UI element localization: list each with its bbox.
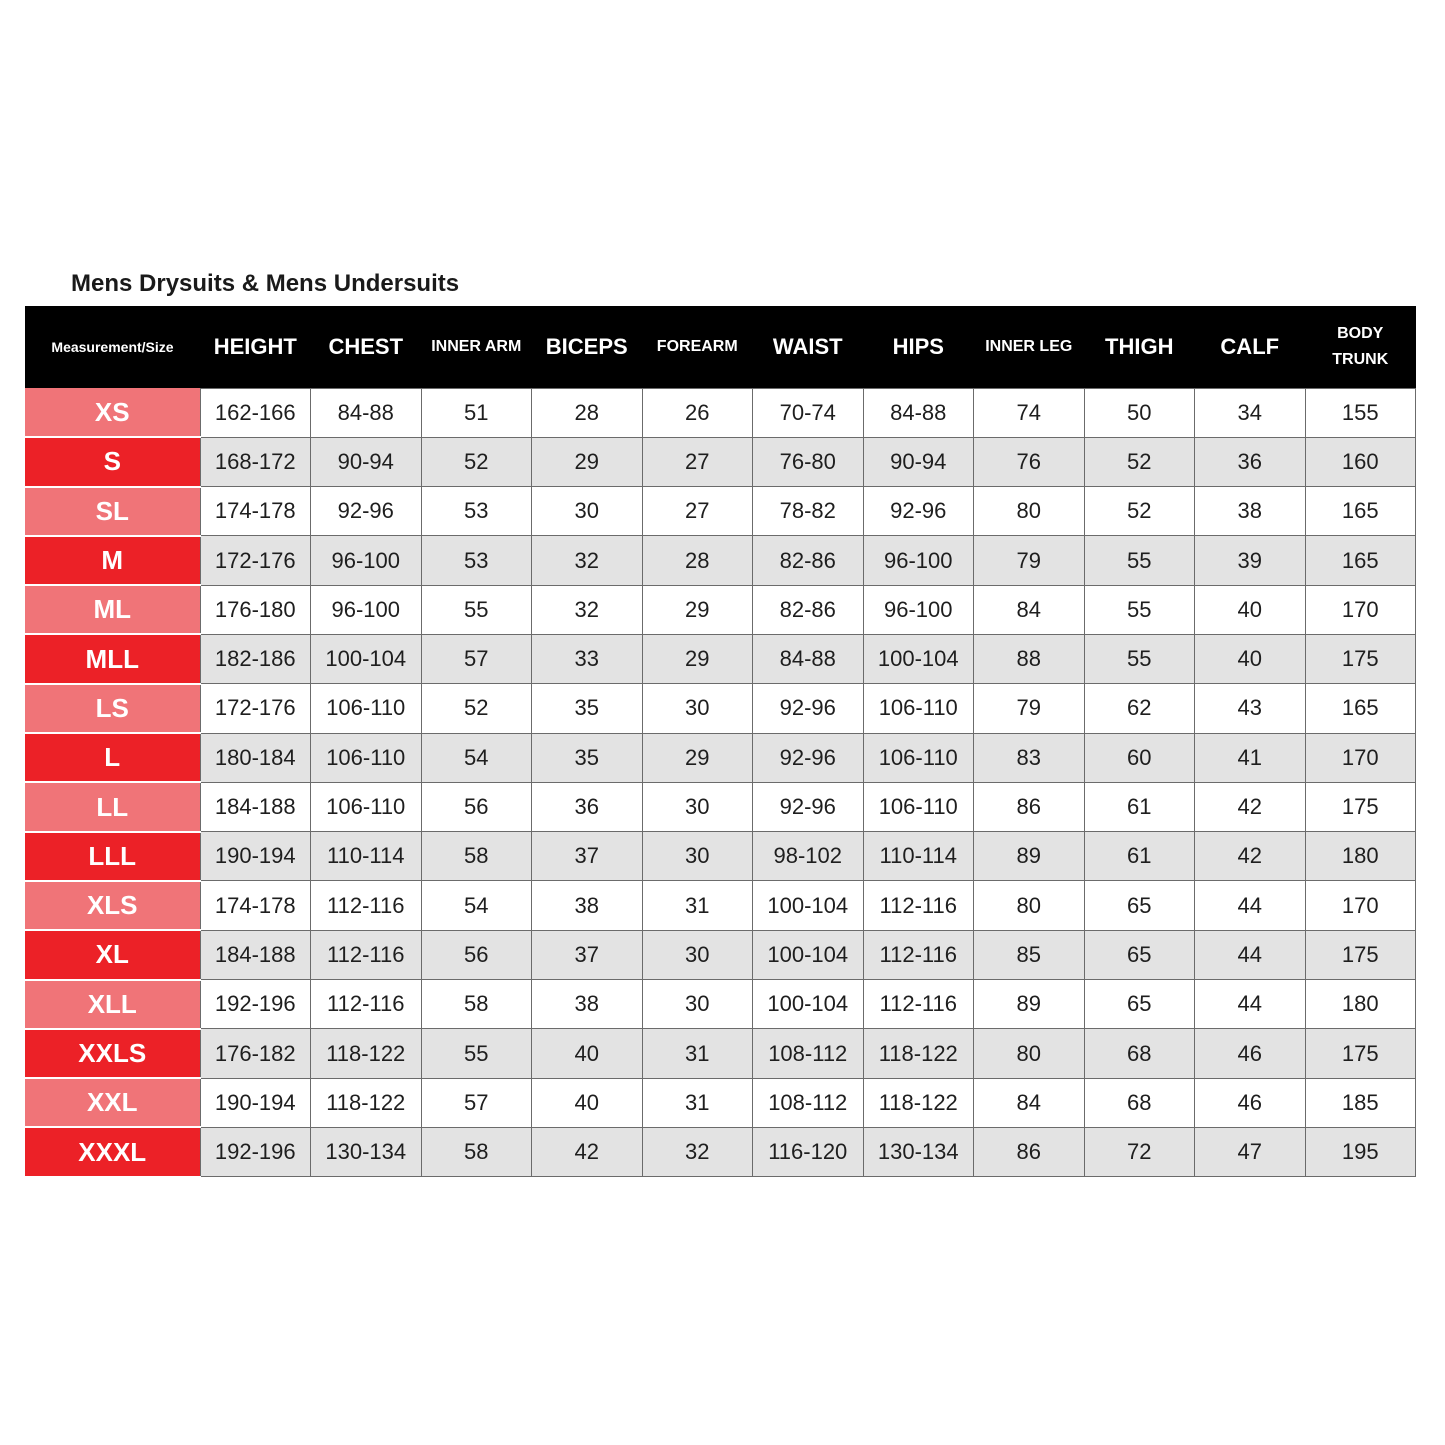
table-row [25,832,1416,881]
table-cell: 174-178 [200,881,311,930]
table-cell: 55 [1084,585,1195,634]
column-header-calf: CALF [1195,306,1306,388]
table-cell: 27 [642,487,753,536]
table-cell: 100-104 [753,930,864,979]
table-cell: 27 [642,437,753,486]
table-cell: 40 [532,1029,643,1078]
table-body [25,388,1416,1177]
table-cell: 170 [1305,881,1416,930]
table-cell: 172-176 [200,536,311,585]
table-cell: 50 [1084,388,1195,437]
column-header-biceps: BICEPS [532,306,643,388]
size-label: XLL [25,980,200,1029]
table-row [25,585,1416,634]
table-cell: 36 [1195,437,1306,486]
table-cell: 100-104 [753,881,864,930]
table-cell: 56 [421,782,532,831]
table-cell: 118-122 [863,1078,974,1127]
table-cell: 55 [1084,634,1195,683]
table-cell: 61 [1084,832,1195,881]
size-label: XXXL [25,1127,200,1176]
table-cell: 74 [974,388,1085,437]
size-label: L [25,733,200,782]
column-header-forearm: FOREARM [642,306,753,388]
column-header-inner-leg: INNER LEG [974,306,1085,388]
table-cell: 84 [974,585,1085,634]
table-cell: 110-114 [863,832,974,881]
size-label: S [25,437,200,486]
table-cell: 58 [421,980,532,1029]
table-cell: 46 [1195,1029,1306,1078]
table-cell: 112-116 [863,980,974,1029]
table-cell: 29 [642,634,753,683]
table-cell: 112-116 [311,881,422,930]
table-row [25,487,1416,536]
table-cell: 40 [532,1078,643,1127]
size-label: M [25,536,200,585]
table-cell: 78-82 [753,487,864,536]
table-cell: 96-100 [863,536,974,585]
table-cell: 37 [532,930,643,979]
table-cell: 176-180 [200,585,311,634]
table-cell: 79 [974,684,1085,733]
table-cell: 51 [421,388,532,437]
table-cell: 29 [642,585,753,634]
size-label: SL [25,487,200,536]
table-cell: 33 [532,634,643,683]
table-cell: 65 [1084,980,1195,1029]
size-label: XXLS [25,1029,200,1078]
table-cell: 35 [532,733,643,782]
table-cell: 116-120 [753,1127,864,1176]
size-label: XLS [25,881,200,930]
column-header-measurement-size: Measurement/Size [25,306,200,388]
table-cell: 38 [532,881,643,930]
size-label: XL [25,930,200,979]
table-row [25,437,1416,486]
table-cell: 32 [642,1127,753,1176]
table-cell: 42 [1195,832,1306,881]
table-cell: 29 [532,437,643,486]
table-cell: 30 [642,930,753,979]
table-cell: 28 [642,536,753,585]
table-cell: 175 [1305,634,1416,683]
table-cell: 30 [642,782,753,831]
table-cell: 172-176 [200,684,311,733]
table-cell: 80 [974,881,1085,930]
table-cell: 165 [1305,536,1416,585]
table-cell: 184-188 [200,782,311,831]
table-cell: 38 [532,980,643,1029]
table-cell: 184-188 [200,930,311,979]
table-cell: 174-178 [200,487,311,536]
table-cell: 98-102 [753,832,864,881]
table-cell: 100-104 [311,634,422,683]
table-cell: 84-88 [311,388,422,437]
table-cell: 90-94 [863,437,974,486]
table-cell: 110-114 [311,832,422,881]
table-cell: 47 [1195,1127,1306,1176]
table-cell: 55 [421,585,532,634]
table-cell: 190-194 [200,832,311,881]
table-row [25,634,1416,683]
table-cell: 55 [1084,536,1195,585]
table-row [25,1127,1416,1176]
table-cell: 165 [1305,487,1416,536]
table-cell: 165 [1305,684,1416,733]
table-cell: 185 [1305,1078,1416,1127]
table-cell: 53 [421,487,532,536]
table-cell: 36 [532,782,643,831]
table-cell: 44 [1195,980,1306,1029]
table-cell: 32 [532,585,643,634]
table-cell: 118-122 [863,1029,974,1078]
table-cell: 30 [532,487,643,536]
table-cell: 41 [1195,733,1306,782]
table-cell: 60 [1084,733,1195,782]
table-cell: 46 [1195,1078,1306,1127]
table-cell: 170 [1305,733,1416,782]
size-label: LS [25,684,200,733]
table-cell: 86 [974,1127,1085,1176]
table-cell: 42 [532,1127,643,1176]
table-cell: 52 [1084,437,1195,486]
table-cell: 84-88 [863,388,974,437]
table-cell: 96-100 [863,585,974,634]
table-cell: 32 [532,536,643,585]
table-cell: 62 [1084,684,1195,733]
table-cell: 30 [642,684,753,733]
table-cell: 96-100 [311,585,422,634]
table-cell: 82-86 [753,585,864,634]
table-cell: 52 [421,684,532,733]
table-cell: 83 [974,733,1085,782]
column-header-height: HEIGHT [200,306,311,388]
table-cell: 39 [1195,536,1306,585]
table-cell: 180-184 [200,733,311,782]
table-row [25,782,1416,831]
table-cell: 155 [1305,388,1416,437]
table-cell: 112-116 [863,881,974,930]
table-cell: 160 [1305,437,1416,486]
table-cell: 26 [642,388,753,437]
table-cell: 68 [1084,1029,1195,1078]
table-cell: 112-116 [311,980,422,1029]
table-cell: 29 [642,733,753,782]
column-header-waist: WAIST [753,306,864,388]
table-cell: 175 [1305,930,1416,979]
table-cell: 92-96 [753,733,864,782]
table-cell: 192-196 [200,980,311,1029]
table-cell: 106-110 [863,684,974,733]
table-row [25,388,1416,437]
table-cell: 86 [974,782,1085,831]
table-cell: 43 [1195,684,1306,733]
table-cell: 108-112 [753,1029,864,1078]
table-cell: 70-74 [753,388,864,437]
table-cell: 89 [974,980,1085,1029]
table-cell: 106-110 [311,684,422,733]
header-row [25,306,1416,388]
size-label: XXL [25,1078,200,1127]
table-cell: 31 [642,1078,753,1127]
table-cell: 82-86 [753,536,864,585]
column-header-chest: CHEST [311,306,422,388]
table-cell: 68 [1084,1078,1195,1127]
table-cell: 176-182 [200,1029,311,1078]
table-cell: 61 [1084,782,1195,831]
table-cell: 38 [1195,487,1306,536]
table-cell: 40 [1195,585,1306,634]
table-cell: 84 [974,1078,1085,1127]
table-cell: 84-88 [753,634,864,683]
table-cell: 34 [1195,388,1306,437]
column-header-body-trunk: BODY TRUNK [1305,306,1416,388]
table-cell: 35 [532,684,643,733]
table-cell: 92-96 [753,684,864,733]
table-cell: 31 [642,1029,753,1078]
table-cell: 175 [1305,1029,1416,1078]
table-cell: 54 [421,733,532,782]
table-cell: 76-80 [753,437,864,486]
column-header-hips: HIPS [863,306,974,388]
table-cell: 100-104 [753,980,864,1029]
table-cell: 96-100 [311,536,422,585]
column-header-thigh: THIGH [1084,306,1195,388]
table-row [25,1029,1416,1078]
table-cell: 100-104 [863,634,974,683]
table-cell: 53 [421,536,532,585]
table-row [25,733,1416,782]
table-cell: 52 [1084,487,1195,536]
table-cell: 130-134 [311,1127,422,1176]
table-cell: 55 [421,1029,532,1078]
table-row [25,930,1416,979]
table-cell: 175 [1305,782,1416,831]
table-cell: 40 [1195,634,1306,683]
table-cell: 180 [1305,832,1416,881]
table-cell: 44 [1195,930,1306,979]
table-cell: 65 [1084,930,1195,979]
chart-title: Mens Drysuits & Mens Undersuits [71,270,460,297]
table-cell: 106-110 [311,733,422,782]
table-cell: 72 [1084,1127,1195,1176]
table-cell: 54 [421,881,532,930]
table-cell: 80 [974,1029,1085,1078]
table-cell: 92-96 [863,487,974,536]
table-cell: 130-134 [863,1127,974,1176]
table-cell: 112-116 [863,930,974,979]
table-cell: 57 [421,634,532,683]
size-label: XS [25,388,200,437]
table-cell: 168-172 [200,437,311,486]
table-cell: 106-110 [863,733,974,782]
size-chart-table [25,306,1416,1178]
table-cell: 106-110 [311,782,422,831]
table-cell: 28 [532,388,643,437]
table-cell: 58 [421,1127,532,1176]
table-cell: 76 [974,437,1085,486]
table-cell: 58 [421,832,532,881]
table-cell: 192-196 [200,1127,311,1176]
table-cell: 42 [1195,782,1306,831]
size-label: LL [25,782,200,831]
size-label: MLL [25,634,200,683]
table-cell: 112-116 [311,930,422,979]
table-cell: 57 [421,1078,532,1127]
table-cell: 30 [642,832,753,881]
table-cell: 190-194 [200,1078,311,1127]
table-cell: 182-186 [200,634,311,683]
size-label: LLL [25,832,200,881]
table-cell: 106-110 [863,782,974,831]
table-row [25,1078,1416,1127]
table-cell: 52 [421,437,532,486]
table-cell: 92-96 [753,782,864,831]
table-cell: 89 [974,832,1085,881]
table-cell: 118-122 [311,1029,422,1078]
table-cell: 118-122 [311,1078,422,1127]
table-cell: 88 [974,634,1085,683]
table-cell: 162-166 [200,388,311,437]
table-cell: 92-96 [311,487,422,536]
table-cell: 170 [1305,585,1416,634]
table-cell: 180 [1305,980,1416,1029]
size-label: ML [25,585,200,634]
column-header-inner-arm: INNER ARM [421,306,532,388]
table-cell: 31 [642,881,753,930]
table-cell: 195 [1305,1127,1416,1176]
table-cell: 85 [974,930,1085,979]
table-cell: 108-112 [753,1078,864,1127]
table-row [25,881,1416,930]
table-row [25,536,1416,585]
table-cell: 80 [974,487,1085,536]
table-cell: 56 [421,930,532,979]
table-cell: 44 [1195,881,1306,930]
table-cell: 90-94 [311,437,422,486]
table-row [25,980,1416,1029]
table-cell: 65 [1084,881,1195,930]
table-cell: 30 [642,980,753,1029]
table-row [25,684,1416,733]
table-cell: 79 [974,536,1085,585]
table-cell: 37 [532,832,643,881]
